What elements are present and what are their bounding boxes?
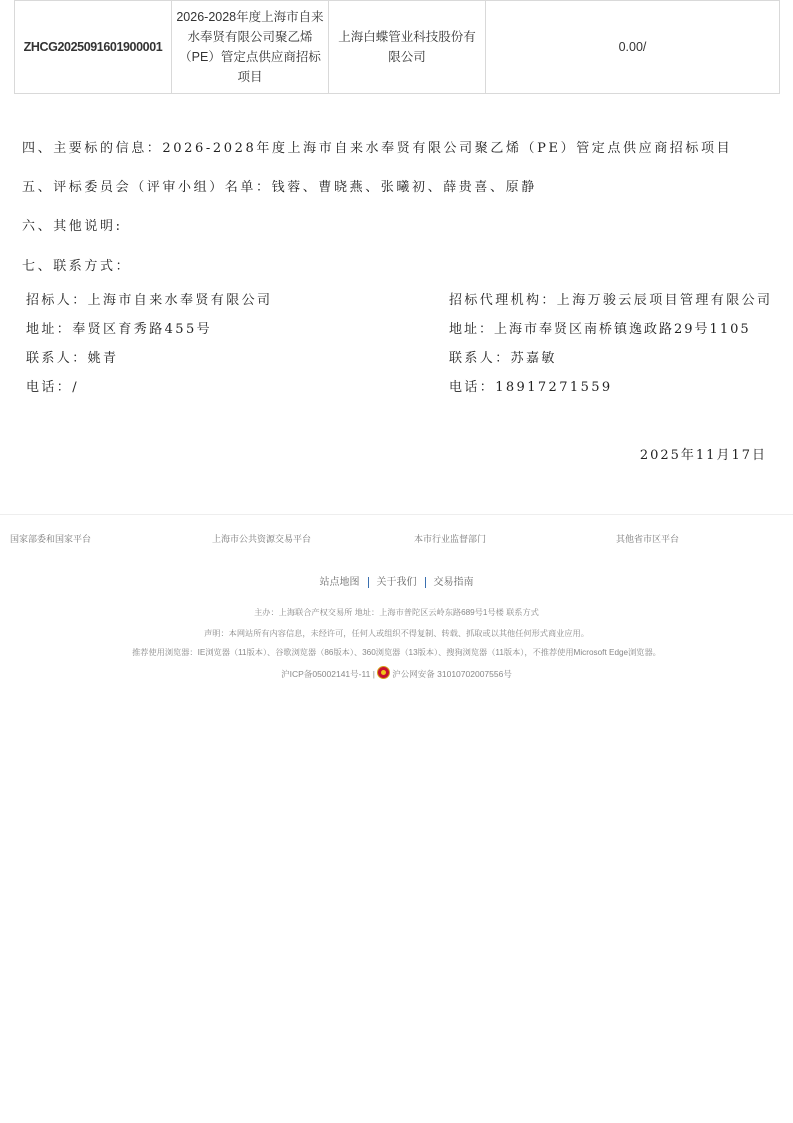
amount-cell: 0.00/ [486, 1, 780, 94]
agency-contact [444, 292, 784, 408]
guide-link[interactable]: 交易指南 [433, 577, 474, 588]
section-main-subject: 四、主要标的信息：2026-2028年度上海市自来水奉贤有限公司聚乙烯（PE）管定点供应商招标项目 [22, 141, 733, 156]
police-badge-icon [377, 666, 390, 679]
footer-divider [0, 514, 793, 515]
footer-link-national[interactable]: 国家部委和国家平台 [10, 534, 92, 544]
footer-host-info: 主办：上海联合产权交易所 地址：上海市普陀区云岭东路689号1号楼 联系方式 [254, 608, 539, 617]
project-code-cell: ZHCG2025091601900001 [15, 1, 172, 94]
tenderer-address: 地址：奉贤区育秀路455号 [26, 322, 213, 337]
section-contact: 七、联系方式： [22, 259, 132, 274]
tenderer-person: 联系人：姚青 [26, 351, 119, 366]
footer-link-other-regions[interactable]: 其他省市区平台 [616, 534, 680, 544]
footer-nav [0, 573, 793, 588]
tenderer-name: 招标人：上海市自来水奉贤有限公司 [26, 293, 273, 308]
sitemap-link[interactable]: 站点地图 [319, 577, 360, 588]
project-name-cell: 2026-2028年度上海市自来水奉贤有限公司聚乙烯（PE）管定点供应商招标项目 [172, 1, 329, 94]
footer-link-regulators[interactable]: 本市行业监督部门 [414, 534, 487, 544]
section-other-notes: 六、其他说明: [22, 219, 123, 234]
icp-link[interactable]: 沪ICP备05002141号-11 [281, 669, 371, 679]
about-link[interactable]: 关于我们 [376, 577, 417, 588]
registration-divider: | [372, 669, 378, 679]
agency-phone: 电话：18917271559 [449, 380, 613, 395]
agency-address: 地址：上海市奉贤区南桥镇逸政路29号1105 [449, 322, 751, 337]
table-row [15, 1, 780, 94]
winning-company-cell: 上海白蝶管业科技股份有限公司 [329, 1, 486, 94]
tenderer-contact [26, 292, 426, 408]
result-table [14, 0, 780, 94]
section-committee: 五、评标委员会（评审小组）名单：钱蓉、曹晓燕、张曦初、薛贵喜、原静 [22, 180, 537, 195]
footer-link-shanghai[interactable]: 上海市公共资源交易平台 [212, 534, 312, 544]
footer-statement: 声明：本网站所有内容信息，未经许可，任何人或组织不得复制、转载、抓取或以其他任何形式商业应用。 [204, 629, 589, 638]
tenderer-phone: 电话：/ [26, 380, 79, 395]
agency-name: 招标代理机构：上海万骏云辰项目管理有限公司 [449, 293, 773, 308]
footer-registration [0, 666, 793, 680]
footer-browser-note: 推荐使用浏览器：IE浏览器（11版本）、谷歌浏览器（86版本）、360浏览器（13版本）、搜狗浏览器（11版本），不推荐使用Microsoft Edge浏览器。 [132, 648, 661, 657]
police-link[interactable]: 沪公网安备 31010702007556号 [392, 669, 512, 679]
agency-person: 联系人：苏嘉敏 [449, 351, 557, 366]
announcement-date: 2025年11月17日 [639, 448, 767, 463]
